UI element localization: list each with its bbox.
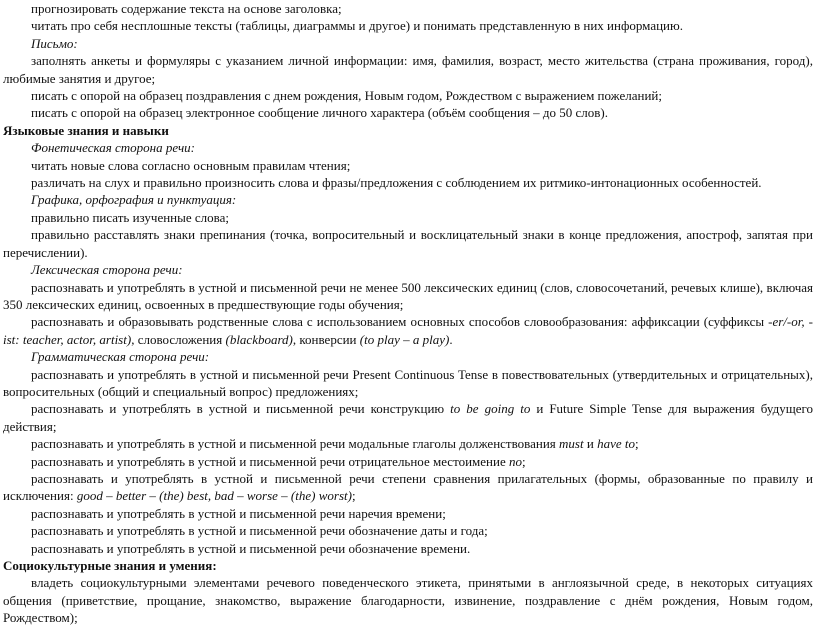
text-segment: , словосложения — [131, 331, 226, 347]
text-segment: правильно расставлять знаки препинания (точка, вопросительный и восклицательный знаки в конце предложения, апостроф, запятая при перечислении). — [3, 227, 813, 260]
text-segment: распознавать и употреблять в устной и письменной речи не менее 500 лексических единиц (слов, словосочетаний, речевых клише), включая 350 лексических единиц, освоенных в предшествующие годы обучения; — [3, 279, 813, 312]
section-heading — [3, 557, 813, 574]
text-segment: распознавать и употреблять в устной и письменной речи наречия времени; — [31, 505, 446, 521]
text-segment: ; — [351, 488, 356, 504]
text-segment: распознавать и употреблять в устной и письменной речи степени сравнения прилагательных (формы, образованные по правилу и исключения: — [3, 470, 813, 504]
section-heading — [3, 122, 813, 139]
text-segment: have to — [597, 436, 635, 452]
text-segment: Лексическая сторона речи: — [31, 262, 183, 278]
paragraph — [3, 453, 813, 470]
text-segment: . — [449, 331, 453, 347]
paragraph — [3, 17, 813, 34]
text-segment: Грамматическая сторона речи: — [31, 349, 210, 365]
subsection-heading — [3, 35, 813, 52]
paragraph — [3, 87, 813, 104]
text-segment: писать с опорой на образец электронное сообщение личного характера (объём сообщения – до 50 слов). — [31, 105, 608, 121]
text-segment: (to play – a play) — [359, 331, 450, 347]
paragraph — [3, 505, 813, 522]
paragraph — [3, 400, 813, 435]
text-segment: ; — [521, 453, 526, 469]
text-segment: , конверсии — [292, 331, 360, 347]
text-segment: to be going to — [450, 401, 531, 417]
text-segment: must — [559, 436, 584, 452]
paragraph — [3, 313, 813, 348]
text-segment: различать на слух и правильно произносить слова и фразы/предложения с соблюдением их ритмико-интонационных особенностей. — [31, 175, 762, 191]
text-segment: no — [508, 453, 522, 469]
paragraph — [3, 209, 813, 226]
text-segment: читать про себя несплошные тексты (таблицы, диаграммы и другое) и понимать представленную в них информацию. — [31, 18, 683, 34]
paragraph — [3, 366, 813, 401]
paragraph — [3, 522, 813, 539]
text-segment: -er/-or, -ist: teacher, actor, artist) — [3, 314, 814, 347]
text-segment: (blackboard) — [225, 331, 293, 347]
paragraph — [3, 157, 813, 174]
subsection-heading — [3, 139, 813, 156]
subsection-heading — [3, 261, 813, 278]
paragraph — [3, 279, 813, 314]
text-segment: Языковые знания и навыки — [3, 122, 169, 138]
text-segment: распознавать и употреблять в устной и письменной речи обозначение времени. — [31, 540, 471, 556]
text-segment: Социокультурные знания и умения: — [3, 558, 217, 573]
paragraph — [3, 574, 813, 626]
text-segment: писать с опорой на образец поздравления с днем рождения, Новым годом, Рождеством с выражением пожеланий; — [31, 88, 663, 104]
text-segment: распознавать и употреблять в устной и письменной речи модальные глаголы долженствования — [31, 436, 560, 452]
subsection-heading — [3, 191, 813, 208]
paragraph — [3, 226, 813, 261]
paragraph — [3, 470, 813, 505]
paragraph — [3, 174, 813, 191]
text-segment: и — [583, 436, 598, 452]
text-segment: и Future Simple Tense для выражения будущего действия; — [3, 401, 813, 434]
text-segment: заполнять анкеты и формуляры с указанием личной информации: имя, фамилия, возраст, место жительства (страна проживания, город), любимые занятия и другое; — [3, 53, 813, 86]
text-segment: владеть социокультурными элементами речевого поведенческого этикета, принятыми в англоязычной среде, в некоторых ситуациях общения (приветствие, прощание, знакомство, выражение благодарности, извинение, поздравление с днём рождения, Новым годом, Рождеством); — [3, 575, 813, 626]
paragraph — [3, 52, 813, 87]
paragraph — [3, 0, 813, 17]
paragraph — [3, 104, 813, 121]
text-segment: прогнозировать содержание текста на основе заголовка; — [31, 1, 342, 16]
text-segment: распознавать и употреблять в устной и письменной речи конструкцию — [31, 401, 451, 417]
paragraph — [3, 435, 813, 452]
paragraph — [3, 540, 813, 557]
text-segment: распознавать и употреблять в устной и письменной речи отрицательное местоимение — [31, 453, 509, 469]
text-segment: распознавать и образовывать родственные слова с использованием основных способов словообразования: аффиксации (суффиксы — [31, 314, 769, 330]
subsection-heading — [3, 348, 813, 365]
text-segment: читать новые слова согласно основным правилам чтения; — [31, 157, 351, 173]
text-segment: распознавать и употреблять в устной и письменной речи обозначение даты и года; — [31, 523, 488, 539]
text-segment: распознавать и употреблять в устной и письменной речи Present Continuous Tense в повествовательных (утвердительных и отрицательных), вопросительных (общий и специальный вопрос) предложениях; — [3, 366, 813, 399]
text-segment: правильно писать изученные слова; — [31, 209, 229, 225]
text-segment: Письмо: — [31, 35, 78, 51]
text-segment: ; — [634, 436, 639, 452]
text-segment: Графика, орфография и пунктуация: — [31, 192, 237, 208]
text-segment: Фонетическая сторона речи: — [31, 140, 195, 156]
text-segment: good – better – (the) best, bad – worse – (the) worst) — [76, 488, 352, 504]
